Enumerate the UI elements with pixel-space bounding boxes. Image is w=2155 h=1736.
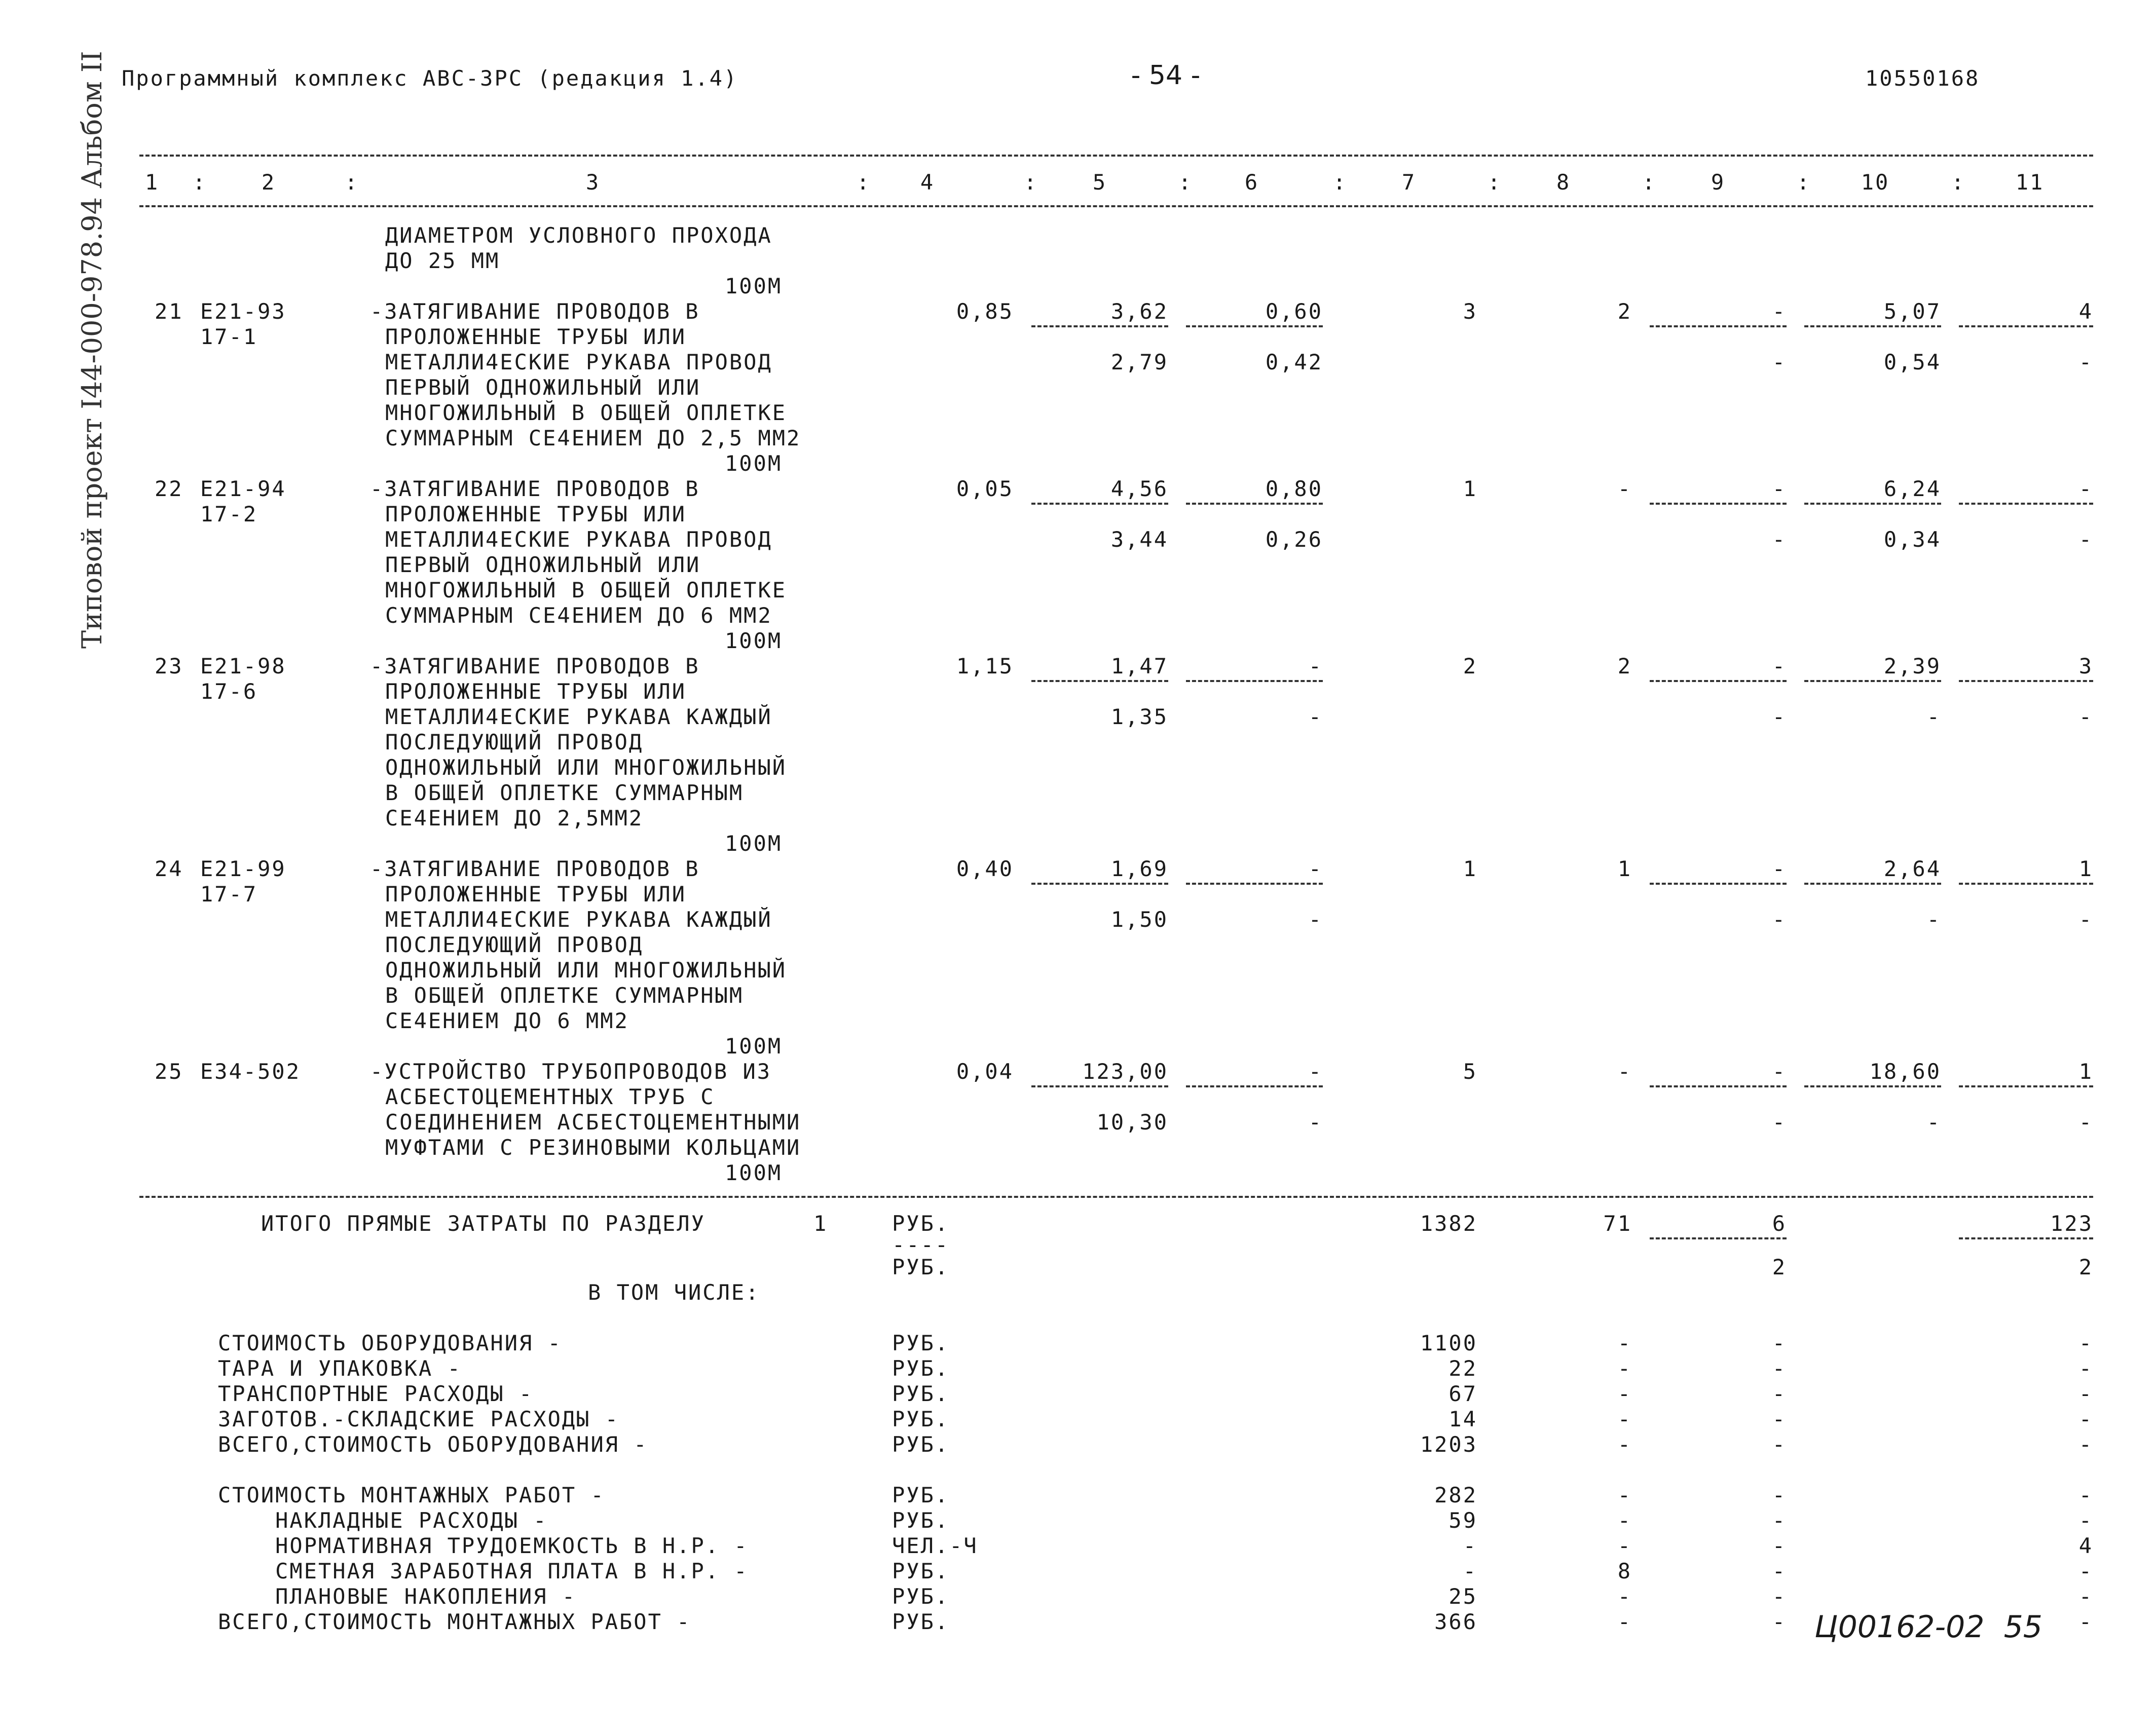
column-header: 1	[144, 170, 160, 195]
unit-price-wages: 10,30	[1096, 1110, 1168, 1135]
summary-machines: -	[1772, 1559, 1787, 1583]
column-header: 10	[1861, 170, 1890, 195]
cell-rule	[1804, 680, 1941, 682]
total-machine-wages: -	[1772, 907, 1787, 932]
quantity: 0,85	[956, 299, 1014, 324]
summary-labor: -	[2078, 1584, 2093, 1609]
total-cost: 1	[1463, 476, 1477, 501]
column-header: 8	[1556, 170, 1571, 195]
total-label: ИТОГО ПРЯМЫЕ ЗАТРАТЫ ПО РАЗДЕЛУ	[261, 1211, 705, 1236]
cell-rule	[1959, 883, 2093, 885]
labor-unit: 2,39	[1883, 654, 1941, 678]
summary-label: СТОИМОСТЬ ОБОРУДОВАНИЯ -	[218, 1331, 562, 1355]
unit-label: РУБ.	[892, 1331, 950, 1355]
unit-price: 3,62	[1110, 299, 1168, 324]
summary-cost: 14	[1448, 1407, 1477, 1431]
description-line: ОДНОЖИЛЬНЫЙ ИЛИ МНОГОЖИЛЬНЫЙ	[385, 755, 787, 780]
total-machine-wages: -	[1772, 704, 1787, 729]
unit-price-machines: 0,80	[1265, 476, 1323, 501]
column-separator: :	[1642, 170, 1657, 195]
summary-label: ПЛАНОВЫЕ НАКОПЛЕНИЯ -	[218, 1584, 577, 1609]
labor-unit-machines: -	[1926, 1110, 1941, 1135]
unit-rule: ----	[892, 1232, 950, 1257]
summary-label: СТОИМОСТЬ МОНТАЖНЫХ РАБОТ -	[218, 1483, 605, 1507]
unit-price-machine-wages: -	[1308, 1110, 1323, 1135]
summary-wages: -	[1617, 1483, 1632, 1507]
summary-label: СМЕТНАЯ ЗАРАБОТНАЯ ПЛАТА В Н.Р. -	[218, 1559, 749, 1583]
summary-wages: -	[1617, 1533, 1632, 1558]
cell-rule	[1959, 680, 2093, 682]
page-number: - 54 -	[1131, 60, 1201, 91]
rate-code: Е21-99	[200, 856, 286, 881]
cell-rule	[1959, 1085, 2093, 1087]
unit-price: 1,47	[1110, 654, 1168, 678]
unit-label: 100М	[725, 831, 783, 856]
header-top-rule	[139, 155, 2093, 157]
unit-label: 100М	[725, 628, 783, 653]
summary-cost: -	[1463, 1559, 1477, 1583]
quantity: 1,15	[956, 654, 1014, 678]
labor-total-machines: -	[2078, 1110, 2093, 1135]
rate-subcode: 17-6	[200, 679, 258, 704]
unit-price: 4,56	[1110, 476, 1168, 501]
summary-labor: -	[2078, 1432, 2093, 1457]
unit-label: РУБ.	[892, 1609, 950, 1634]
labor-total: 1	[2078, 1059, 2093, 1084]
labor-total-machines: -	[2078, 527, 2093, 552]
description-line: МЕТАЛЛИ4ЕСКИЕ РУКАВА ПРОВОД	[385, 350, 772, 374]
description-line: ДО 25 ММ	[385, 248, 500, 273]
description-line: ПРОЛОЖЕННЫЕ ТРУБЫ ИЛИ	[385, 882, 687, 907]
description-line: МНОГОЖИЛЬНЫЙ В ОБЩЕЙ ОПЛЕТКЕ	[385, 578, 787, 602]
quantity: 0,05	[956, 476, 1014, 501]
cell-rule	[1804, 1085, 1941, 1087]
row-number: 25	[155, 1059, 183, 1084]
row-number: 21	[155, 299, 183, 324]
labor-total: 1	[2078, 856, 2093, 881]
summary-machines: -	[1772, 1381, 1787, 1406]
side-note: Типовой проект I44-000-978.94 Альбом II	[76, 51, 108, 649]
labor-unit-machines: -	[1926, 704, 1941, 729]
summary-labor: 4	[2078, 1533, 2093, 1558]
unit-label: РУБ.	[892, 1211, 950, 1236]
total-machine-wages: -	[1772, 527, 1787, 552]
column-header: 2	[261, 170, 276, 195]
summary-wages: 8	[1617, 1559, 1632, 1583]
summary-wages: -	[1617, 1381, 1632, 1406]
summary-machines: -	[1772, 1432, 1787, 1457]
unit-price-wages: 2,79	[1110, 350, 1168, 374]
row-number: 22	[155, 476, 183, 501]
description-line: ПОСЛЕДУЮЩИЙ ПРОВОД	[385, 730, 644, 754]
summary-label: ЗАГОТОВ.-СКЛАДСКИЕ РАСХОДЫ -	[218, 1407, 620, 1431]
summary-labor: -	[2078, 1331, 2093, 1355]
description-line: -ЗАТЯГИВАНИЕ ПРОВОДОВ В	[370, 476, 700, 501]
labor-unit: 6,24	[1883, 476, 1941, 501]
row-number: 24	[155, 856, 183, 881]
description-line: МЕТАЛЛИ4ЕСКИЕ РУКАВА КАЖДЫЙ	[385, 907, 772, 932]
summary-cost: 1100	[1420, 1331, 1477, 1355]
summary-labor: -	[2078, 1483, 2093, 1507]
column-header: 5	[1092, 170, 1107, 195]
cell-rule	[1186, 503, 1323, 505]
cell-rule	[1031, 503, 1168, 505]
unit-label: РУБ.	[892, 1584, 950, 1609]
labor-unit-machines: 0,54	[1883, 350, 1941, 374]
cell-rule	[1804, 325, 1941, 327]
summary-wages: -	[1617, 1356, 1632, 1381]
total-machines: -	[1772, 299, 1787, 324]
summary-cost: 366	[1434, 1609, 1477, 1634]
column-header: 4	[920, 170, 935, 195]
column-separator: :	[1951, 170, 1966, 195]
column-separator: :	[345, 170, 359, 195]
including-label: В ТОМ ЧИСЛЕ:	[588, 1280, 760, 1305]
document-stamp: Ц00162-02 55	[1814, 1609, 2042, 1645]
unit-price-machine-wages: 0,26	[1265, 527, 1323, 552]
summary-cost: -	[1463, 1533, 1477, 1558]
description-line: ПЕРВЫЙ ОДНОЖИЛЬНЫЙ ИЛИ	[385, 375, 701, 400]
cell-rule	[1650, 503, 1787, 505]
cell-rule	[1959, 325, 2093, 327]
total-machines: 6	[1772, 1211, 1787, 1236]
description-line: ОДНОЖИЛЬНЫЙ ИЛИ МНОГОЖИЛЬНЫЙ	[385, 958, 787, 983]
total-wages: 2	[1617, 654, 1632, 678]
summary-cost: 22	[1448, 1356, 1477, 1381]
summary-wages: -	[1617, 1584, 1632, 1609]
summary-machines: -	[1772, 1331, 1787, 1355]
summary-wages: -	[1617, 1508, 1632, 1533]
unit-label: РУБ.	[892, 1407, 950, 1431]
unit-price-machines: -	[1308, 856, 1323, 881]
labor-total: 3	[2078, 654, 2093, 678]
column-separator: :	[1488, 170, 1502, 195]
unit-label: РУБ.	[892, 1255, 950, 1279]
summary-label: ТАРА И УПАКОВКА -	[218, 1356, 462, 1381]
summary-wages: -	[1617, 1432, 1632, 1457]
total-machines: -	[1772, 856, 1787, 881]
unit-label: РУБ.	[892, 1432, 950, 1457]
summary-label: ТРАНСПОРТНЫЕ РАСХОДЫ -	[218, 1381, 534, 1406]
column-header: 7	[1401, 170, 1417, 195]
total-machine-wages: 2	[1772, 1255, 1787, 1279]
total-machine-wages: -	[1772, 1110, 1787, 1135]
summary-machines: -	[1772, 1584, 1787, 1609]
summary-labor: -	[2078, 1559, 2093, 1583]
summary-cost: 59	[1448, 1508, 1477, 1533]
summary-wages: -	[1617, 1331, 1632, 1355]
total-cost: 3	[1463, 299, 1477, 324]
unit-label: РУБ.	[892, 1508, 950, 1533]
document-number: 10550168	[1865, 66, 1980, 91]
total-cost: 5	[1463, 1059, 1477, 1084]
cell-rule	[1804, 503, 1941, 505]
summary-labor: -	[2078, 1508, 2093, 1533]
description-line: -ЗАТЯГИВАНИЕ ПРОВОДОВ В	[370, 856, 700, 881]
cell-rule	[1650, 1237, 1787, 1239]
summary-machines: -	[1772, 1609, 1787, 1634]
quantity: 0,40	[956, 856, 1014, 881]
row-number: 23	[155, 654, 183, 678]
rate-code: Е21-93	[200, 299, 286, 324]
labor-total-machines: -	[2078, 704, 2093, 729]
total-wages: -	[1617, 476, 1632, 501]
summary-label: НАКЛАДНЫЕ РАСХОДЫ -	[218, 1508, 548, 1533]
description-line: ПОСЛЕДУЮЩИЙ ПРОВОД	[385, 932, 644, 957]
description-line: -ЗАТЯГИВАНИЕ ПРОВОДОВ В	[370, 299, 700, 324]
total-machines: -	[1772, 654, 1787, 678]
labor-unit-machines: -	[1926, 907, 1941, 932]
unit-label: РУБ.	[892, 1356, 950, 1381]
description-line: АСБЕСТОЦЕМЕНТНЫХ ТРУБ С	[385, 1084, 715, 1109]
cell-rule	[1650, 680, 1787, 682]
section-rule	[139, 1196, 2093, 1198]
labor-total: 4	[2078, 299, 2093, 324]
unit-label: ЧЕЛ.-Ч	[892, 1533, 978, 1558]
description-line: СУММАРНЫМ СЕ4ЕНИЕМ ДО 2,5 ММ2	[385, 426, 801, 450]
cell-rule	[1031, 325, 1168, 327]
cell-rule	[1650, 883, 1787, 885]
labor-unit: 5,07	[1883, 299, 1941, 324]
description-line: СЕ4ЕНИЕМ ДО 6 ММ2	[385, 1008, 629, 1033]
description-line: СЕ4ЕНИЕМ ДО 2,5ММ2	[385, 806, 644, 831]
labor-total-machines: -	[2078, 907, 2093, 932]
description-line: СУММАРНЫМ СЕ4ЕНИЕМ ДО 6 ММ2	[385, 603, 772, 628]
rate-subcode: 17-7	[200, 882, 258, 907]
summary-machines: -	[1772, 1508, 1787, 1533]
labor-total: 123	[2050, 1211, 2093, 1236]
summary-machines: -	[1772, 1356, 1787, 1381]
cell-rule	[1186, 1085, 1323, 1087]
unit-label: 100М	[725, 1034, 783, 1059]
section-number: 1	[813, 1211, 828, 1236]
unit-price-machine-wages: -	[1308, 907, 1323, 932]
description-line: СОЕДИНЕНИЕМ АСБЕСТОЦЕМЕНТНЫМИ	[385, 1110, 801, 1135]
cell-rule	[1186, 680, 1323, 682]
cell-rule	[1031, 883, 1168, 885]
cell-rule	[1959, 1237, 2093, 1239]
summary-wages: -	[1617, 1609, 1632, 1634]
column-separator: :	[193, 170, 207, 195]
program-title: Программный комплекс АВС-ЗРС (редакция 1.4)	[122, 66, 738, 91]
description-line: В ОБЩЕЙ ОПЛЕТКЕ СУММАРНЫМ	[385, 780, 744, 805]
cell-rule	[1959, 503, 2093, 505]
unit-price-wages: 1,35	[1110, 704, 1168, 729]
summary-label: НОРМАТИВНАЯ ТРУДОЕМКОСТЬ В Н.Р. -	[218, 1533, 749, 1558]
column-header: 9	[1711, 170, 1726, 195]
unit-price: 123,00	[1082, 1059, 1168, 1084]
column-separator: :	[857, 170, 871, 195]
cell-rule	[1031, 680, 1168, 682]
description-line: -УСТРОЙСТВО ТРУБОПРОВОДОВ ИЗ	[370, 1059, 772, 1084]
labor-unit-machines: 0,34	[1883, 527, 1941, 552]
description-line: ДИАМЕТРОМ УСЛОВНОГО ПРОХОДА	[385, 223, 772, 248]
summary-cost: 25	[1448, 1584, 1477, 1609]
column-header: 3	[585, 170, 601, 195]
total-wages: 1	[1617, 856, 1632, 881]
labor-unit: 18,60	[1869, 1059, 1941, 1084]
description-line: -ЗАТЯГИВАНИЕ ПРОВОДОВ В	[370, 654, 700, 678]
rate-subcode: 17-2	[200, 502, 258, 526]
unit-label: РУБ.	[892, 1559, 950, 1583]
description-line: МЕТАЛЛИ4ЕСКИЕ РУКАВА ПРОВОД	[385, 527, 772, 552]
column-separator: :	[1178, 170, 1193, 195]
cell-rule	[1804, 883, 1941, 885]
summary-machines: -	[1772, 1407, 1787, 1431]
rate-code: Е21-98	[200, 654, 286, 678]
summary-machines: -	[1772, 1483, 1787, 1507]
labor-unit: 2,64	[1883, 856, 1941, 881]
total-wages: -	[1617, 1059, 1632, 1084]
unit-price-machine-wages: 0,42	[1265, 350, 1323, 374]
unit-label: РУБ.	[892, 1381, 950, 1406]
total-machines: -	[1772, 1059, 1787, 1084]
description-line: В ОБЩЕЙ ОПЛЕТКЕ СУММАРНЫМ	[385, 983, 744, 1008]
summary-labor: -	[2078, 1356, 2093, 1381]
rate-code: Е34-502	[200, 1059, 301, 1084]
unit-label: РУБ.	[892, 1483, 950, 1507]
cell-rule	[1650, 325, 1787, 327]
header-bottom-rule	[139, 205, 2093, 207]
column-separator: :	[1024, 170, 1038, 195]
summary-wages: -	[1617, 1407, 1632, 1431]
column-header: 6	[1244, 170, 1259, 195]
cell-rule	[1186, 325, 1323, 327]
unit-label: 100М	[725, 1160, 783, 1185]
summary-cost: 67	[1448, 1381, 1477, 1406]
cell-rule	[1650, 1085, 1787, 1087]
description-line: ПЕРВЫЙ ОДНОЖИЛЬНЫЙ ИЛИ	[385, 552, 701, 577]
description-line: МНОГОЖИЛЬНЫЙ В ОБЩЕЙ ОПЛЕТКЕ	[385, 400, 787, 425]
column-separator: :	[1797, 170, 1811, 195]
unit-price-machine-wages: -	[1308, 704, 1323, 729]
description-line: ПРОЛОЖЕННЫЕ ТРУБЫ ИЛИ	[385, 679, 687, 704]
labor-total-machines: 2	[2078, 1255, 2093, 1279]
total-machine-wages: -	[1772, 350, 1787, 374]
unit-label: 100М	[725, 274, 783, 298]
total-machines: -	[1772, 476, 1787, 501]
rate-code: Е21-94	[200, 476, 286, 501]
description-line: ПРОЛОЖЕННЫЕ ТРУБЫ ИЛИ	[385, 502, 687, 526]
total-cost: 2	[1463, 654, 1477, 678]
summary-label: ВСЕГО,СТОИМОСТЬ МОНТАЖНЫХ РАБОТ -	[218, 1609, 691, 1634]
summary-cost: 282	[1434, 1483, 1477, 1507]
summary-labor: -	[2078, 1381, 2093, 1406]
description-line: МЕТАЛЛИ4ЕСКИЕ РУКАВА КАЖДЫЙ	[385, 704, 772, 729]
total-wages: 71	[1603, 1211, 1632, 1236]
summary-cost: 1203	[1420, 1432, 1477, 1457]
unit-price-machines: -	[1308, 1059, 1323, 1084]
column-header: 11	[2015, 170, 2045, 195]
total-wages: 2	[1617, 299, 1632, 324]
rate-subcode: 17-1	[200, 324, 258, 349]
total-cost: 1382	[1420, 1211, 1477, 1236]
unit-label: 100М	[725, 451, 783, 476]
summary-machines: -	[1772, 1533, 1787, 1558]
total-cost: 1	[1463, 856, 1477, 881]
labor-total-machines: -	[2078, 350, 2093, 374]
quantity: 0,04	[956, 1059, 1014, 1084]
unit-price-machines: -	[1308, 654, 1323, 678]
cell-rule	[1186, 883, 1323, 885]
unit-price-machines: 0,60	[1265, 299, 1323, 324]
summary-label: ВСЕГО,СТОИМОСТЬ ОБОРУДОВАНИЯ -	[218, 1432, 648, 1457]
unit-price: 1,69	[1110, 856, 1168, 881]
summary-labor: -	[2078, 1609, 2093, 1634]
labor-total: -	[2078, 476, 2093, 501]
column-separator: :	[1333, 170, 1348, 195]
summary-labor: -	[2078, 1407, 2093, 1431]
description-line: МУФТАМИ С РЕЗИНОВЫМИ КОЛЬЦАМИ	[385, 1135, 801, 1160]
unit-price-wages: 1,50	[1110, 907, 1168, 932]
description-line: ПРОЛОЖЕННЫЕ ТРУБЫ ИЛИ	[385, 324, 687, 349]
cell-rule	[1031, 1085, 1168, 1087]
unit-price-wages: 3,44	[1110, 527, 1168, 552]
